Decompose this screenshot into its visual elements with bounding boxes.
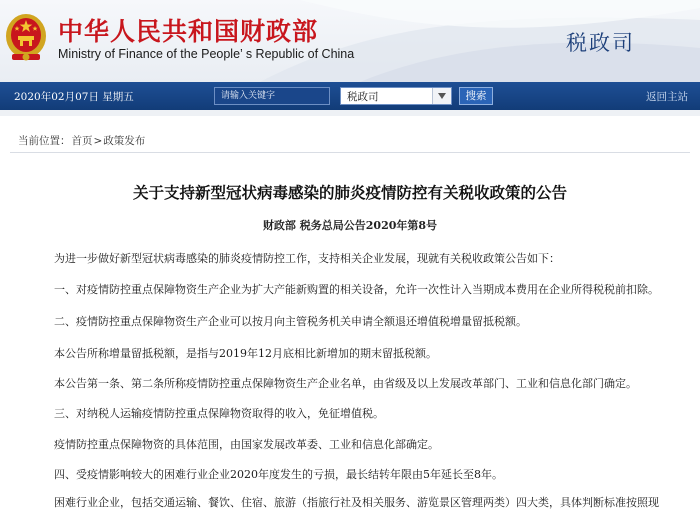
article-title: 关于支持新型冠状病毒感染的肺炎疫情防控有关税收政策的公告 [132, 183, 567, 202]
breadcrumb-prefix: 当前位置： [18, 135, 71, 147]
top-nav-bar [0, 82, 700, 110]
breadcrumb-top-band [0, 110, 700, 116]
article-paragraph: 本公告所称增量留抵税额，是指与2019年12月底相比新增加的期末留抵税额。 [54, 347, 437, 360]
search-button[interactable]: 搜索 [459, 87, 493, 105]
current-date: 2020年02月07日 星期五 [14, 91, 134, 103]
search-scope-value: 税政司 [347, 91, 379, 103]
article-document-number: 财政部 税务总局公告2020年第8号 [262, 219, 438, 232]
return-home-link[interactable]: 返回主站 [646, 91, 688, 103]
article-paragraph: 四、受疫情影响较大的困难行业企业2020年度发生的亏损，最长结转年限由5年延长至8年。 [54, 468, 503, 481]
site-title-chinese[interactable]: 中华人民共和国财政部 [58, 17, 319, 46]
breadcrumb-separator: > [93, 135, 103, 147]
chevron-down-icon [438, 93, 446, 99]
national-emblem-icon[interactable] [4, 10, 48, 64]
article-paragraph: 三、对纳税人运输疫情防控重点保障物资取得的收入，免征增值税。 [54, 407, 384, 420]
article-paragraph: 二、疫情防控重点保障物资生产企业可以按月向主管税务机关申请全额退还增值税增量留抵税额。 [54, 315, 527, 328]
site-header [0, 0, 700, 82]
article-paragraph: 为进一步做好新型冠状病毒感染的肺炎疫情防控工作，支持相关企业发展，现就有关税收政策公告如下： [54, 252, 560, 265]
department-title: 税政司 [566, 31, 635, 55]
search-scope-select[interactable] [340, 87, 452, 105]
article-paragraph: 困难行业企业，包括交通运输、餐饮、住宿、旅游（指旅行社及相关服务、游览景区管理两类）四大类，具体判断标准按照现 [54, 496, 659, 509]
site-title-english: Ministry of Finance of the People’ s Republic of China [58, 47, 355, 61]
breadcrumb-divider [10, 152, 690, 153]
scope-dropdown-arrow[interactable] [432, 88, 451, 104]
breadcrumb-policy-link[interactable]: 政策发布 [103, 135, 146, 147]
article-paragraph: 本公告第一条、第二条所称疫情防控重点保障物资生产企业名单，由省级及以上发展改革部门、工业和信息化部门确定。 [54, 377, 637, 390]
article-paragraph: 一、对疫情防控重点保障物资生产企业为扩大产能新购置的相关设备，允许一次性计入当期成本费用在企业所得税税前扣除。 [54, 283, 659, 296]
search-input[interactable] [214, 87, 330, 105]
breadcrumb-home-link[interactable]: 首页 [71, 135, 93, 147]
article-paragraph: 疫情防控重点保障物资的具体范围，由国家发展改革委、工业和信息化部确定。 [54, 438, 439, 451]
breadcrumb [18, 133, 146, 148]
